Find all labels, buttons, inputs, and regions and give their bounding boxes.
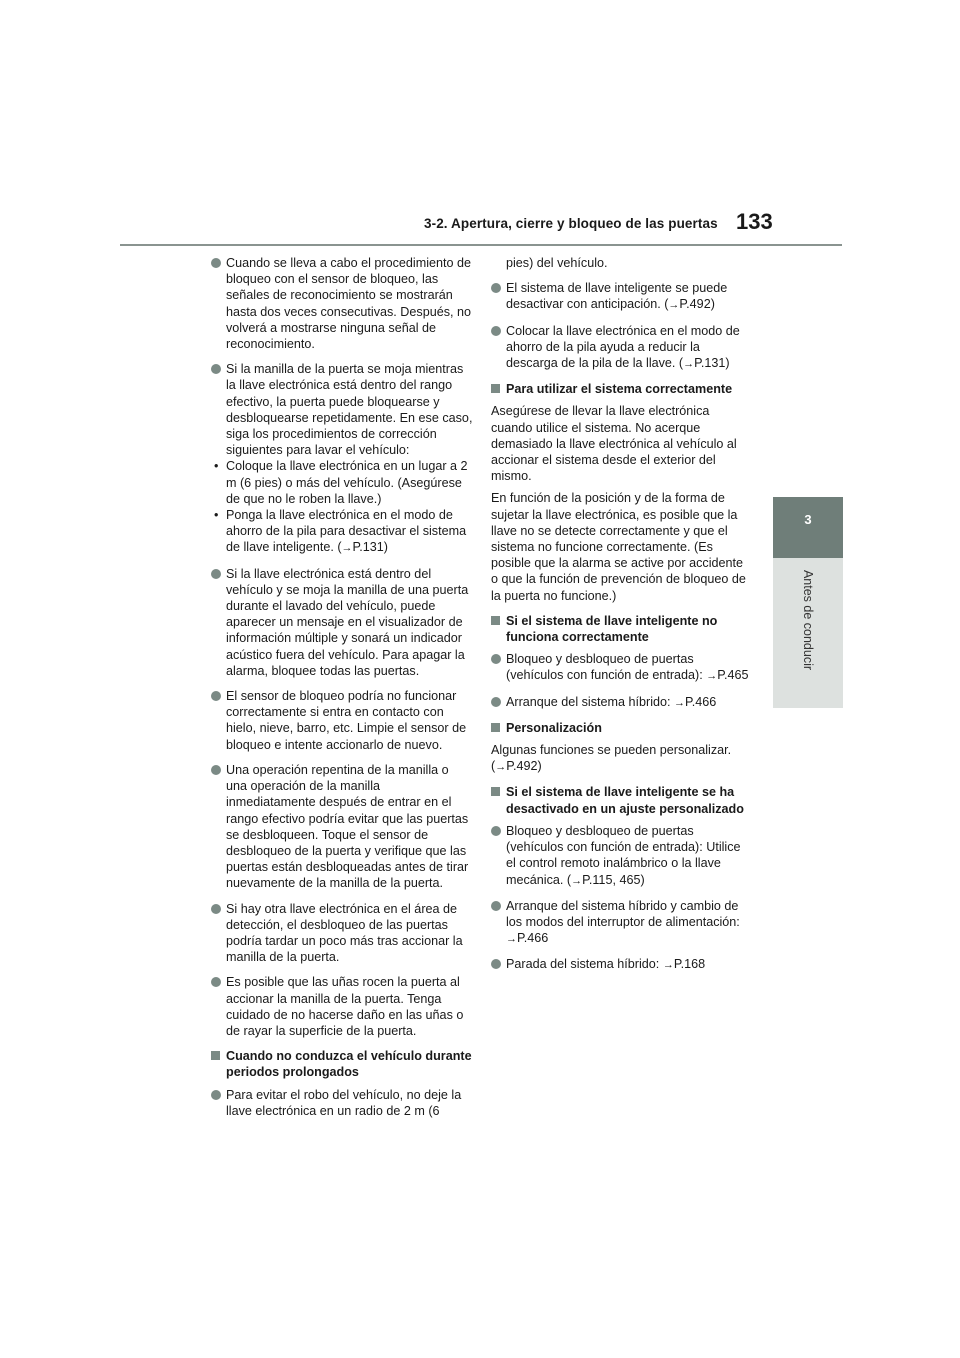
heading-text: Si el sistema de llave inteligente se ha desactivado en un ajuste personalizado [506, 785, 744, 816]
list-item-continued [491, 255, 753, 271]
arrow-right-icon: → [495, 761, 507, 774]
round-bullet-icon [211, 364, 221, 374]
sub-item-text: Coloque la llave electrónica en un lugar a 2 m (6 pies) o más del vehículo. (Asegúrese de que no le roben la llave.) [226, 459, 468, 506]
item-text: Bloqueo y desbloqueo de puertas (vehículos con función de entrada): Utilice el control remoto inalámbrico o la llave mecánica. ( [506, 823, 741, 887]
list-item [211, 1087, 473, 1119]
round-bullet-icon [491, 901, 501, 911]
item-text: Para evitar el robo del vehículo, no deje la llave electrónica en un radio de 2 m (6 [226, 1087, 462, 1118]
item-text: Una operación repentina de la manilla o una operación de la manilla inmediatamente después de entrar en el rango efectivo podría evitar que las puertas se desbloqueen. Toque el sensor de desbloqueo de la puerta y verifique que las puertas están desbloqueadas antes de tirar nuevamente de la manilla de la puerta. [226, 762, 469, 891]
item-text: El sensor de bloqueo podría no funcionar correctamente si entra en contacto con hielo, nieve, barro, etc. Limpie el sensor de bloqueo e intente accionarlo de nuevo. [226, 689, 467, 752]
list-item [491, 323, 753, 373]
round-bullet-icon [491, 326, 501, 336]
item-text: El sistema de llave inteligente se puede desactivar con anticipación. ( [506, 281, 728, 312]
header-divider [120, 244, 842, 246]
round-bullet-icon [491, 826, 501, 836]
round-bullet-icon [211, 569, 221, 579]
item-text: Colocar la llave electrónica en el modo de ahorro de la pila ayuda a reducir la descarga de la pila de la llave. ( [506, 323, 740, 371]
page-number: 133 [736, 209, 773, 234]
section-heading [491, 381, 753, 397]
right-column [491, 255, 753, 983]
section-heading [491, 720, 753, 736]
list-item [211, 762, 473, 892]
dot-bullet-icon: • [214, 459, 219, 474]
list-item [211, 901, 473, 966]
arrow-right-icon: → [341, 542, 353, 555]
item-text: Arranque del sistema híbrido: [506, 694, 675, 709]
list-item [491, 651, 753, 684]
page-reference-link[interactable]: P.492) [679, 297, 715, 312]
list-item [211, 688, 473, 753]
paragraph [491, 742, 753, 775]
chapter-number: 3 [804, 512, 812, 527]
item-text: Si la manilla de la puerta se moja mientras la llave electrónica está dentro del rango efectivo, la puerta puede bloquearse y desbloquearse repetidamente. En ese caso, siga los procedimientos de corrección siguientes para lavar el vehículo: [226, 362, 473, 458]
list-item [211, 974, 473, 1039]
round-bullet-icon [211, 904, 221, 914]
dot-bullet-icon: • [214, 508, 219, 523]
item-text: pies) del vehículo. [506, 256, 608, 270]
heading-text: Personalización [506, 720, 602, 735]
list-item [211, 255, 473, 352]
square-heading-icon [491, 723, 500, 732]
arrow-right-icon: → [662, 959, 674, 972]
paragraph: En función de la posición y de la forma de sujetar la llave electrónica, es posible que la llave no se detecte correctamente y que el sistema no funcione correctamente. (Es posible que la alarma se active por accidente o que la función de prevención de bloqueo de la puerta no funcione.) [491, 491, 746, 603]
arrow-right-icon: → [674, 696, 686, 709]
round-bullet-icon [491, 697, 501, 707]
page-reference-link[interactable]: P.131) [694, 356, 730, 371]
paragraph-text: Algunas funciones se pueden personalizar. ( [491, 743, 732, 774]
round-bullet-icon [211, 258, 221, 268]
page-reference-link[interactable]: P.115, 465) [582, 872, 645, 887]
sub-item [211, 507, 473, 557]
sub-item-text: Ponga la llave electrónica en el modo de ahorro de la pila para desactivar el sistema de llave inteligente. ( [226, 508, 467, 555]
list-item [211, 566, 473, 679]
square-heading-icon [491, 616, 500, 625]
page-reference-link[interactable]: P.465 [717, 668, 749, 683]
round-bullet-icon [211, 765, 221, 775]
heading-text: Cuando no conduzca el vehículo durante periodos prolongados [226, 1049, 472, 1080]
arrow-right-icon: → [506, 933, 517, 946]
list-item [491, 694, 753, 711]
heading-text: Para utilizar el sistema correctamente [506, 382, 733, 397]
round-bullet-icon [211, 977, 221, 987]
item-text: Parada del sistema híbrido: [506, 957, 663, 972]
item-text: Si la llave electrónica está dentro del vehículo y se moja la manilla de una puerta durante el lavado del vehículo, puede aparecer un mensaje en el visualizador de información múltiple y sonará un indicador acústico fuera del vehículo. Para apagar la alarma, bloquee todas las puertas. [226, 566, 469, 678]
page-reference-link[interactable]: P.492) [506, 759, 542, 774]
item-text: Si hay otra llave electrónica en el área de detección, el desbloqueo de las puertas podría tardar un poco más tras accionar la manilla de la puerta. [226, 901, 463, 965]
item-text: Bloqueo y desbloqueo de puertas (vehículos con función de entrada): [506, 652, 707, 683]
list-item [211, 361, 473, 556]
list-item [491, 898, 753, 948]
section-heading [491, 613, 753, 645]
section-heading [491, 784, 753, 816]
round-bullet-icon [491, 283, 501, 293]
page-reference-link[interactable]: P.168 [673, 957, 706, 972]
round-bullet-icon [211, 1090, 221, 1100]
round-bullet-icon [211, 691, 221, 701]
list-item [491, 956, 753, 973]
square-heading-icon [491, 787, 500, 796]
sub-item [211, 458, 473, 507]
heading-text: Si el sistema de llave inteligente no funciona correctamente [506, 613, 718, 645]
item-text: Es posible que las uñas rocen la puerta al accionar la manilla de la puerta. Tenga cuidado de no hacerse daño en las uñas o de rayar la superficie de la puerta. [226, 975, 464, 1038]
page-reference-link[interactable]: P.466 [685, 694, 717, 709]
item-text: Arranque del sistema híbrido y cambio de los modos del interruptor de alimentación: [506, 898, 740, 929]
list-item [491, 280, 753, 313]
chapter-label: Antes de conducir [801, 569, 815, 671]
square-heading-icon [491, 384, 500, 393]
round-bullet-icon [491, 654, 501, 664]
arrow-right-icon: → [706, 670, 718, 683]
round-bullet-icon [491, 959, 501, 969]
page-reference-link[interactable]: P.131) [352, 540, 388, 555]
arrow-right-icon: → [683, 358, 695, 371]
list-item [491, 823, 753, 889]
square-heading-icon [211, 1051, 220, 1060]
paragraph: Asegúrese de llevar la llave electrónica cuando utilice el sistema. No acerque demasiado la llave electrónica al vehículo al accionar el sistema desde el exterior del mismo. [491, 404, 737, 484]
section-title: 3-2. Apertura, cierre y bloqueo de las puertas [424, 216, 718, 231]
arrow-right-icon: → [668, 299, 680, 312]
item-text: Cuando se lleva a cabo el procedimiento de bloqueo con el sensor de bloqueo, las señales de reconocimiento se mostrarán hasta dos veces consecutivas. Después, no volverá a mostrarse ninguna señal de reconocimiento. [226, 256, 472, 352]
left-column [211, 255, 473, 1128]
chapter-tab[interactable] [773, 497, 843, 558]
page-reference-link[interactable]: P.466 [517, 931, 549, 946]
arrow-right-icon: → [571, 874, 583, 887]
section-heading [211, 1048, 473, 1080]
